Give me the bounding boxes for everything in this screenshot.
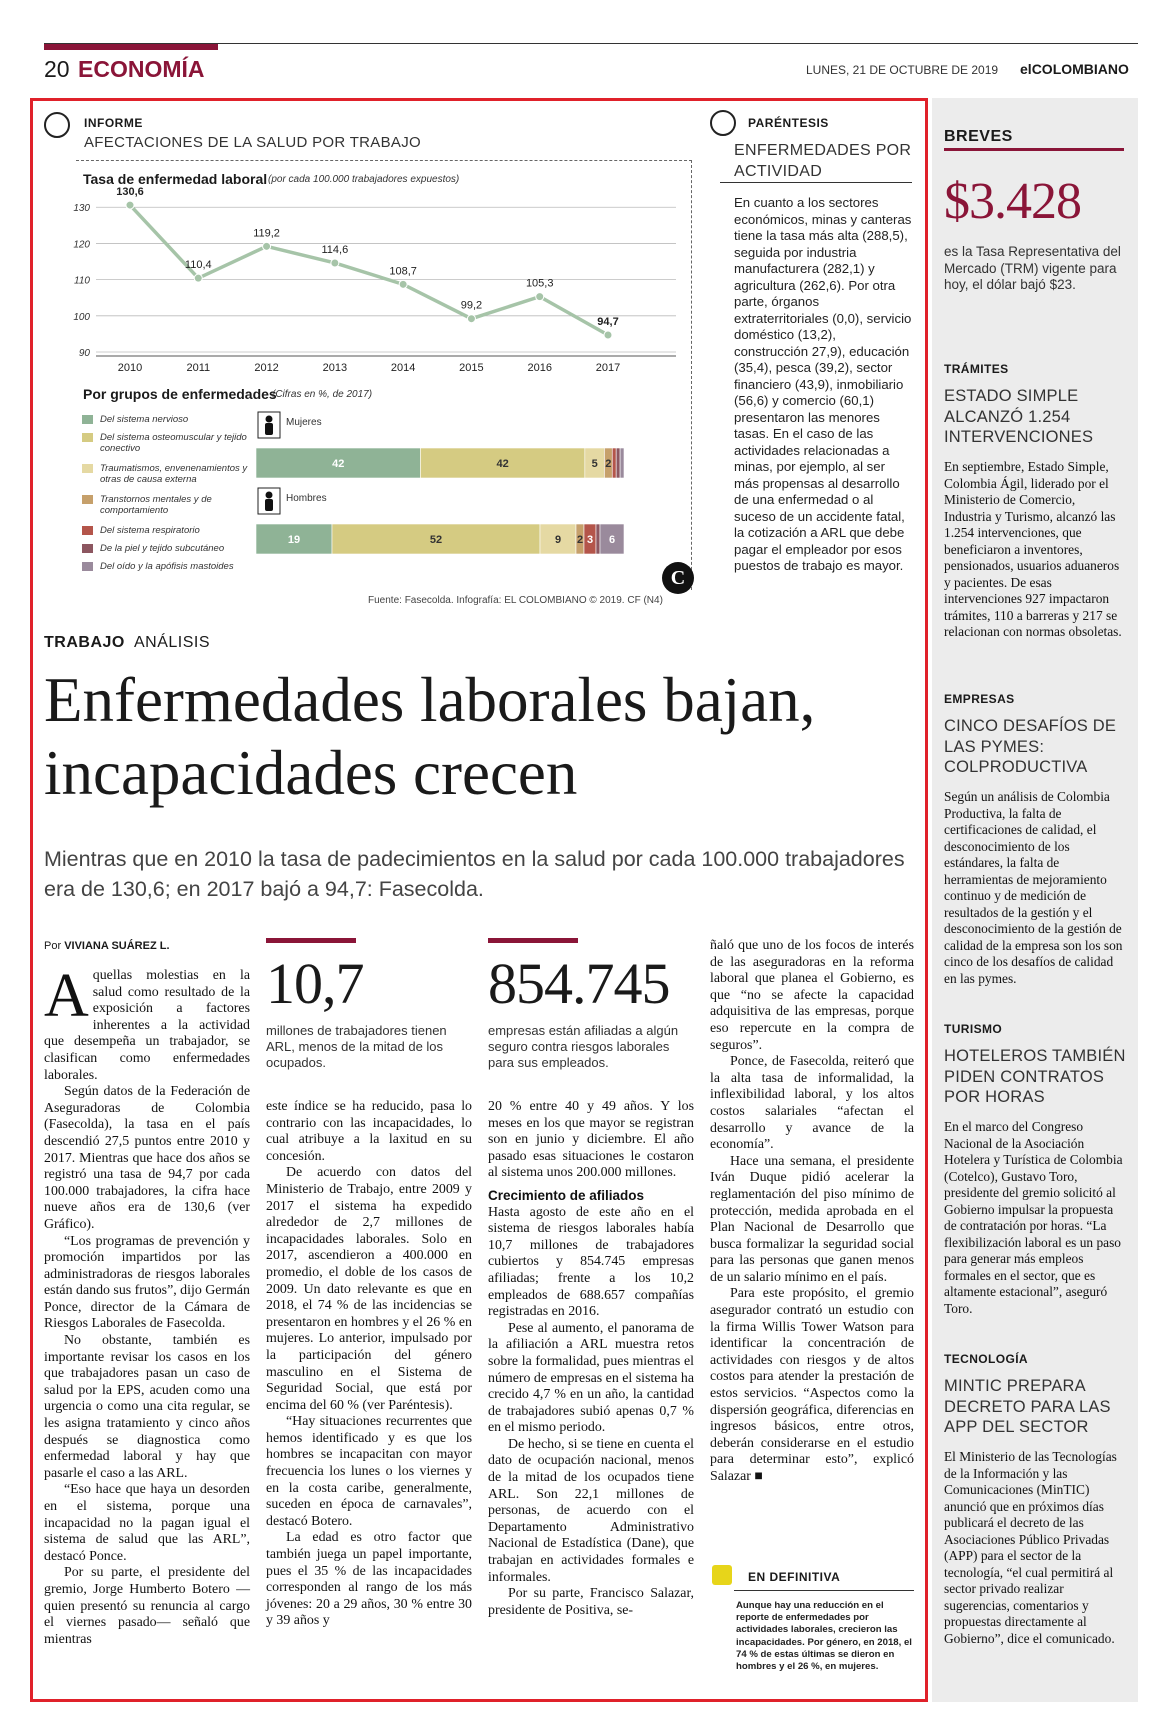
trm-value: $3.428 xyxy=(944,173,1081,230)
body-paragraph: Por su parte, el presidente del gremio, Jorge Humberto Botero —quien presentó su renuncia al cargo el viernes pasado— señaló que mientras xyxy=(44,1565,250,1647)
brief-section: TURISMO xyxy=(944,1022,1003,1036)
body-paragraph: Hace una semana, el presidente Iván Duque pidió acelerar la reglamentación del piso mínimo de protección, medida aprobada en el Plan Nacional de Desarrollo que busca formalizar la seguridad social para las personas que ganen menos de un salario mínimo en el país. xyxy=(710,1153,914,1285)
body-paragraph: ñaló que uno de los focos de interés de las aseguradoras en la reforma laboral que planea el Gobierno, es que “no se afecte la capacidad adquisitiva de las empresas, porque eso repercute en la compra de seguros”. xyxy=(710,938,914,1053)
stat1-rule xyxy=(266,938,356,943)
legend-swatch xyxy=(82,464,93,473)
legend-label: Traumatismos, envenenamientos y otras de causa externa xyxy=(100,463,248,485)
line-chart-title: Tasa de enfermedad laboral xyxy=(83,171,268,187)
legend-label: Transtornos mentales y de comportamiento xyxy=(100,494,212,516)
brief-headline: ESTADO SIMPLE ALCANZÓ 1.254 INTERVENCIONES xyxy=(944,387,1094,446)
x-tick-label: 2015 xyxy=(459,362,484,374)
body-paragraph: Pese al aumento, el panorama de la afiliación a ARL muestra retos sobre la formalidad, pues mientras el número de empresas en el sistema ha crecido 4,7 % en un año, la cantidad de trabajadores subió apenas 0,7 % en el mismo periodo. xyxy=(488,1320,694,1436)
bar-value-label: 19 xyxy=(287,534,301,546)
body-paragraph: De acuerdo con datos del Ministerio de Trabajo, entre 2009 y 2017 el sistema ha expedido alrededor de 2,7 millones de incapacidades laborales. Solo en 2017, ascendieron a 400.000 en promedio, el doble de los casos de 2009. Un dato relevante es que en 2018, el 74 % de las incidencias se presentaron en hombres y el 26 % en mujeres. Lo anterior, impulsado por la participación del género masculino en el Sistema de Seguridad Social, que está por encima del 60 % (ver Paréntesis). xyxy=(266,1165,472,1413)
stat2-value: 854.745 xyxy=(488,951,670,1016)
article-kicker-section: TRABAJO xyxy=(44,634,125,651)
body-paragraph: Para este propósito, el gremio asegurador contrató un estudio con la firma Willis Tower Watson para identificar la concentración de actividades con riesgos y de altos costos para atender la prestación de estos servicios. “Aspectos como la dispersión geográfica, diferencias en ingresos básicos, entre otros, deberán considerarse en el estudio para determinar esto”, explicó Salazar ■ xyxy=(710,1286,914,1484)
x-tick-label: 2012 xyxy=(254,362,279,374)
infographic-label: INFORME xyxy=(84,116,143,130)
data-point xyxy=(126,201,134,209)
data-label: 99,2 xyxy=(460,299,483,312)
breves-title: BREVES xyxy=(944,128,1013,145)
body-column-3 xyxy=(488,1099,694,1619)
data-point xyxy=(399,280,407,288)
legend-item xyxy=(82,561,252,579)
chart-legend xyxy=(82,414,252,579)
bar-value-label: 2 xyxy=(605,458,612,470)
x-tick-label: 2017 xyxy=(595,362,621,374)
legend-label: Del sistema osteomuscular y tejido conectivo xyxy=(100,432,247,454)
data-label: 110,4 xyxy=(184,259,212,272)
page-number: 20 xyxy=(44,56,70,82)
person-icon-head xyxy=(266,492,273,499)
newspaper-mark-icon: C xyxy=(662,562,694,594)
infographic-title: AFECTACIONES DE LA SALUD POR TRABAJO xyxy=(84,134,421,151)
y-tick-label: 110 xyxy=(74,275,90,287)
body-paragraph: “Eso hace que haya un desorden en el sistema, porque una incapacidad no la pagan igual el sistema de salud que las ARL”, destacó Ponce. xyxy=(44,1482,250,1564)
article-deck: Mientras que en 2010 la tasa de padecimientos en la salud por cada 100.000 trabajadores era de 130,6; en 2017 bajó a 94,7: Fasecolda. xyxy=(44,847,905,901)
stacked-chart-title: Por grupos de enfermedades xyxy=(83,386,277,402)
person-icon-body xyxy=(265,423,273,435)
stat2-rule xyxy=(488,938,578,943)
body-paragraph: este índice se ha reducido, pasa lo contrario con las incapacidades, lo cual atribuye a la laxitud en su concesión. xyxy=(266,1099,472,1164)
article-headline: Enfermedades laborales bajan, incapacidades crecen xyxy=(44,665,816,808)
body-paragraph: Según datos de la Federación de Aseguradoras de Colombia (Fasecolda), la tasa en el país descendió 27,5 puntos entre 2010 y 2017. Mientras que hace dos años se registró una tasa de 94,7 por cada 100.000 trabajadores, la cifra hace nueve años era de 130,6 (ver Gráfico). xyxy=(44,1084,250,1232)
data-label: 119,2 xyxy=(253,227,280,240)
parentesis-rule xyxy=(720,182,912,183)
brief-body: Según un análisis de Colombia Productiva, la falta de certificaciones de calidad, el desconocimiento de los estándares, la falta de herramientas de mejoramiento continuo y de medición de resultados de la gestión y el desconocimiento de la gestión de calidad de la empresa son los son cinco de los desafíos de calidad en las pymes. xyxy=(944,789,1123,986)
legend-label: Del sistema respiratorio xyxy=(100,525,200,536)
body-paragraph: No obstante, también es importante revisar los casos en los que trabajadores pasan un caso de salud por la EPS, acuden como una urgencia o como una cita regular, se les asigna tratamiento y cinco años después se diagnostica como enfermedad laboral y hay que pasarle el caso a las ARL. xyxy=(44,1333,250,1481)
logo-name: COLOMBIANO xyxy=(1031,61,1129,77)
data-point xyxy=(331,259,339,267)
data-label: 105,3 xyxy=(525,277,554,290)
summary-icon xyxy=(712,1565,732,1585)
stacked-bar-chart xyxy=(256,410,676,590)
body-paragraph: “Los programas de prevención y promoción impartidos por las administradoras de riesgos laborales están dando sus frutos”, dijo Germán Ponce, director de la Cámara de Riesgos Laborales de Fasecolda. xyxy=(44,1233,250,1332)
legend-item xyxy=(82,525,252,543)
bar-value-label: 9 xyxy=(554,534,562,546)
report-icon xyxy=(44,112,70,138)
stacked-chart-subtitle: (Cifras en %, de 2017) xyxy=(272,389,373,400)
brief-section: EMPRESAS xyxy=(944,692,1015,706)
brief-body: En septiembre, Estado Simple, Colombia Ágil, liderado por el Ministerio de Comercio, Industria y Turismo, alcanzó las 1.254 intervenciones, que beneficiaron a inventores, pensionados, usuarios aduaneros y pacientes. De esas intervenciones 927 impactaron trámites, 110 a barreras y 217 se relacionan con normas obsoletas. xyxy=(944,459,1122,639)
legend-item xyxy=(82,494,252,525)
body-paragraph: Hasta agosto de este año en el sistema de riesgos laborales había 10,7 millones de trabajadores cubiertos y 854.745 empresas afiliadas; frente a los 10,2 empleados de 688.657 compañías registradas en 2016. xyxy=(488,1204,694,1320)
legend-item xyxy=(82,432,252,463)
x-tick-label: 2011 xyxy=(186,362,211,374)
article-subhead: Crecimiento de afiliados xyxy=(488,1187,645,1203)
bar-segment xyxy=(620,448,624,478)
parentesis-body: En cuanto a los sectores económicos, minas y canteras tiene la tasa más alta (288,5), seguida por industria manufacturera (282,1) y agricultura (262,6). Por otra parte, órganos extraterritoriales (0,0), servicio doméstico (13,2), construcción 27,9), educación (35,4), pesca (39,2), sector financiero (43,9), inmobiliario (56,6) y comercio (60,1) presentaron las menores tasas. En el caso de las actividades relacionadas a minas, por ejemplo, al ser más propensas al desarrollo de una enfermedad o al suceso de un accidente fatal, la cotización a ARL que debe pagar el empleador por esos puestos de trabajo es mayor. xyxy=(734,195,912,573)
legend-label: De la piel y tejido subcutáneo xyxy=(100,543,225,554)
data-label: 108,7 xyxy=(389,265,417,278)
legend-swatch xyxy=(82,433,93,442)
bar-value-label: 42 xyxy=(332,458,345,470)
body-paragraph: La edad es otro factor que también juega un papel importante, pues el 35 % de las incapacidades corresponden al rango de los más jóvenes: 20 a 29 años, 30 % entre 30 y 39 años y xyxy=(266,1530,472,1629)
bar-segment xyxy=(612,448,616,478)
y-tick-label: 90 xyxy=(78,348,90,359)
x-tick-label: 2014 xyxy=(390,362,416,374)
body-column-2 xyxy=(266,1099,472,1630)
brief-headline: CINCO DESAFÍOS DE LAS PYMES: COLPRODUCTIVA xyxy=(944,717,1117,776)
data-point xyxy=(604,331,612,339)
brief-section: TECNOLOGÍA xyxy=(944,1352,1028,1366)
bar-value-label: 52 xyxy=(429,534,443,546)
y-tick-label: 100 xyxy=(73,311,90,323)
legend-item xyxy=(82,463,252,494)
newspaper-logo xyxy=(1020,61,1129,77)
brief-body: El Ministerio de las Tecnologías de la Información y las Comunicaciones (MinTIC) anunció que en próximos días publicará el decreto de las Asociaciones Público Privadas (APP) para el sector de la tecnología, “el cual permitirá al sector privado realizar sugerencias, comentarios y propuestas directamente al Gobierno”, dice el comunicado. xyxy=(944,1449,1117,1646)
legend-swatch xyxy=(82,562,93,571)
logo-prefix: el xyxy=(1020,61,1032,77)
section-accent-bar xyxy=(44,44,218,50)
body-paragraph xyxy=(44,962,250,1084)
legend-swatch xyxy=(82,544,93,553)
en-definitiva-text: Aunque hay una reducción en el reporte de enfermedades por actividades laborales, crecieron las incapacidades. Por género, en 2018, el 74 % de estas últimas se dieron en hombres y el 26 %, en mujeres. xyxy=(736,1600,912,1673)
stat1-text: millones de trabajadores tienen ARL, menos de la mitad de los ocupados. xyxy=(266,1023,447,1070)
article-kicker-type: ANÁLISIS xyxy=(134,634,211,651)
body-paragraph: 20 % entre 40 y 49 años. Y los meses en los que mayor se registran son en junio y diciembre. El año pasado esas situaciones le costaron al sistema unos 200.000 millones. xyxy=(488,1099,694,1181)
person-icon-body xyxy=(265,499,273,511)
body-paragraph: Ponce, de Fasecolda, reiteró que la alta tasa de informalidad, la inflexibilidad laboral, y los altos costos salariales “afectan el desarrollo y avance de la economía”. xyxy=(710,1054,914,1153)
bar-value-label: 5 xyxy=(591,458,598,470)
brief-headline: MINTIC PREPARA DECRETO PARA LAS APP DEL SECTOR xyxy=(944,1377,1111,1436)
y-tick-label: 120 xyxy=(73,239,90,251)
legend-item xyxy=(82,414,252,432)
category-label: Mujeres xyxy=(286,417,322,428)
x-tick-label: 2010 xyxy=(117,362,143,374)
bar-value-label: 3 xyxy=(586,534,594,546)
legend-swatch xyxy=(82,526,93,535)
parentesis-title: ENFERMEDADES POR ACTIVIDAD xyxy=(734,142,912,180)
data-label: 130,6 xyxy=(116,186,144,199)
legend-label: Del sistema nervioso xyxy=(100,414,189,425)
line-chart xyxy=(73,186,676,378)
legend-swatch xyxy=(82,495,93,504)
legend-label: Del oído y la apófisis mastoides xyxy=(100,561,234,572)
lead-text: quellas molestias en la salud como resultado de la exposición a factores inherentes a la actividad que desempeña un trabajador, se clasifican como enfermedades laborales. xyxy=(44,968,250,1083)
bar-segment xyxy=(596,524,600,554)
data-point xyxy=(263,242,271,250)
bar-value-label: 6 xyxy=(608,534,616,546)
legend-item xyxy=(82,543,252,561)
category-label: Hombres xyxy=(286,493,327,504)
byline xyxy=(44,940,170,952)
data-label: 94,7 xyxy=(597,315,619,328)
brief-body: En el marco del Congreso Nacional de la Asociación Hotelera y Turística de Colombia (Cotelco), Gustavo Toro, presidente del gremio solicitó al Gobierno impulsar la propuesta de contratación por horas. “La flexibilización laboral es un paso para generar más empleos formales en el sector, que es altamente estacional”, aseguró Toro. xyxy=(944,1119,1123,1316)
data-point xyxy=(194,274,202,282)
section-name: ECONOMÍA xyxy=(78,56,205,82)
line-chart-subtitle: (por cada 100.000 trabajadores expuestos) xyxy=(268,174,460,185)
body-paragraph: “Hay situaciones recurrentes que hemos identificado y es que los hombres se incapacitan con mayor frecuencia los lunes o los viernes y en la costa caribe, generalmente, suceden en época de carnavales”, destacó Botero. xyxy=(266,1414,472,1529)
issue-date: LUNES, 21 DE OCTUBRE DE 2019 xyxy=(806,63,999,77)
pin-icon xyxy=(710,110,736,136)
infographic-source: Fuente: Fasecolda. Infografía: EL COLOMBIANO © 2019. CF (N4) xyxy=(368,595,663,606)
data-point xyxy=(467,315,475,323)
y-tick-label: 130 xyxy=(73,203,90,215)
parentesis-label: PARÉNTESIS xyxy=(748,116,829,130)
x-tick-label: 2016 xyxy=(527,362,552,374)
en-definitiva-label: EN DEFINITIVA xyxy=(748,1570,841,1584)
bar-value-label: 2 xyxy=(576,534,584,546)
bar-value-label: 42 xyxy=(496,458,509,470)
stat1-value: 10,7 xyxy=(266,951,364,1016)
x-tick-label: 2013 xyxy=(322,362,348,374)
en-definitiva-rule xyxy=(734,1590,914,1591)
trm-text: es la Tasa Representativa del Mercado (TRM) vigente para hoy, el dólar bajó $23. xyxy=(944,244,1121,292)
body-column-4 xyxy=(710,938,914,1486)
breves-rule xyxy=(944,148,1124,151)
bar-segment xyxy=(616,448,620,478)
drop-cap: A xyxy=(44,962,89,1030)
data-label: 114,6 xyxy=(321,243,349,256)
person-icon-head xyxy=(266,416,273,423)
body-column-1 xyxy=(44,962,250,1648)
byline-author: VIVIANA SUÁREZ L. xyxy=(64,940,170,952)
body-paragraph: De hecho, si se tiene en cuenta el dato de ocupación nacional, menos de la mitad de los ocupados tiene ARL. Son 22,1 millones de personas, de acuerdo con el Departamento Administrativo Nacional de Estadística (Dane), que trabajan en actividades formales e informales. xyxy=(488,1436,694,1585)
brief-section: TRÁMITES xyxy=(944,362,1009,376)
legend-swatch xyxy=(82,415,93,424)
data-point xyxy=(536,293,544,301)
body-paragraph: Por su parte, Francisco Salazar, presidente de Positiva, se- xyxy=(488,1586,694,1618)
byline-prefix: Por xyxy=(44,940,62,952)
stat2-text: empresas están afiliadas a algún seguro contra riesgos laborales para sus empleados. xyxy=(488,1023,679,1070)
brief-headline: HOTELEROS TAMBIÉN PIDEN CONTRATOS POR HORAS xyxy=(944,1047,1126,1106)
